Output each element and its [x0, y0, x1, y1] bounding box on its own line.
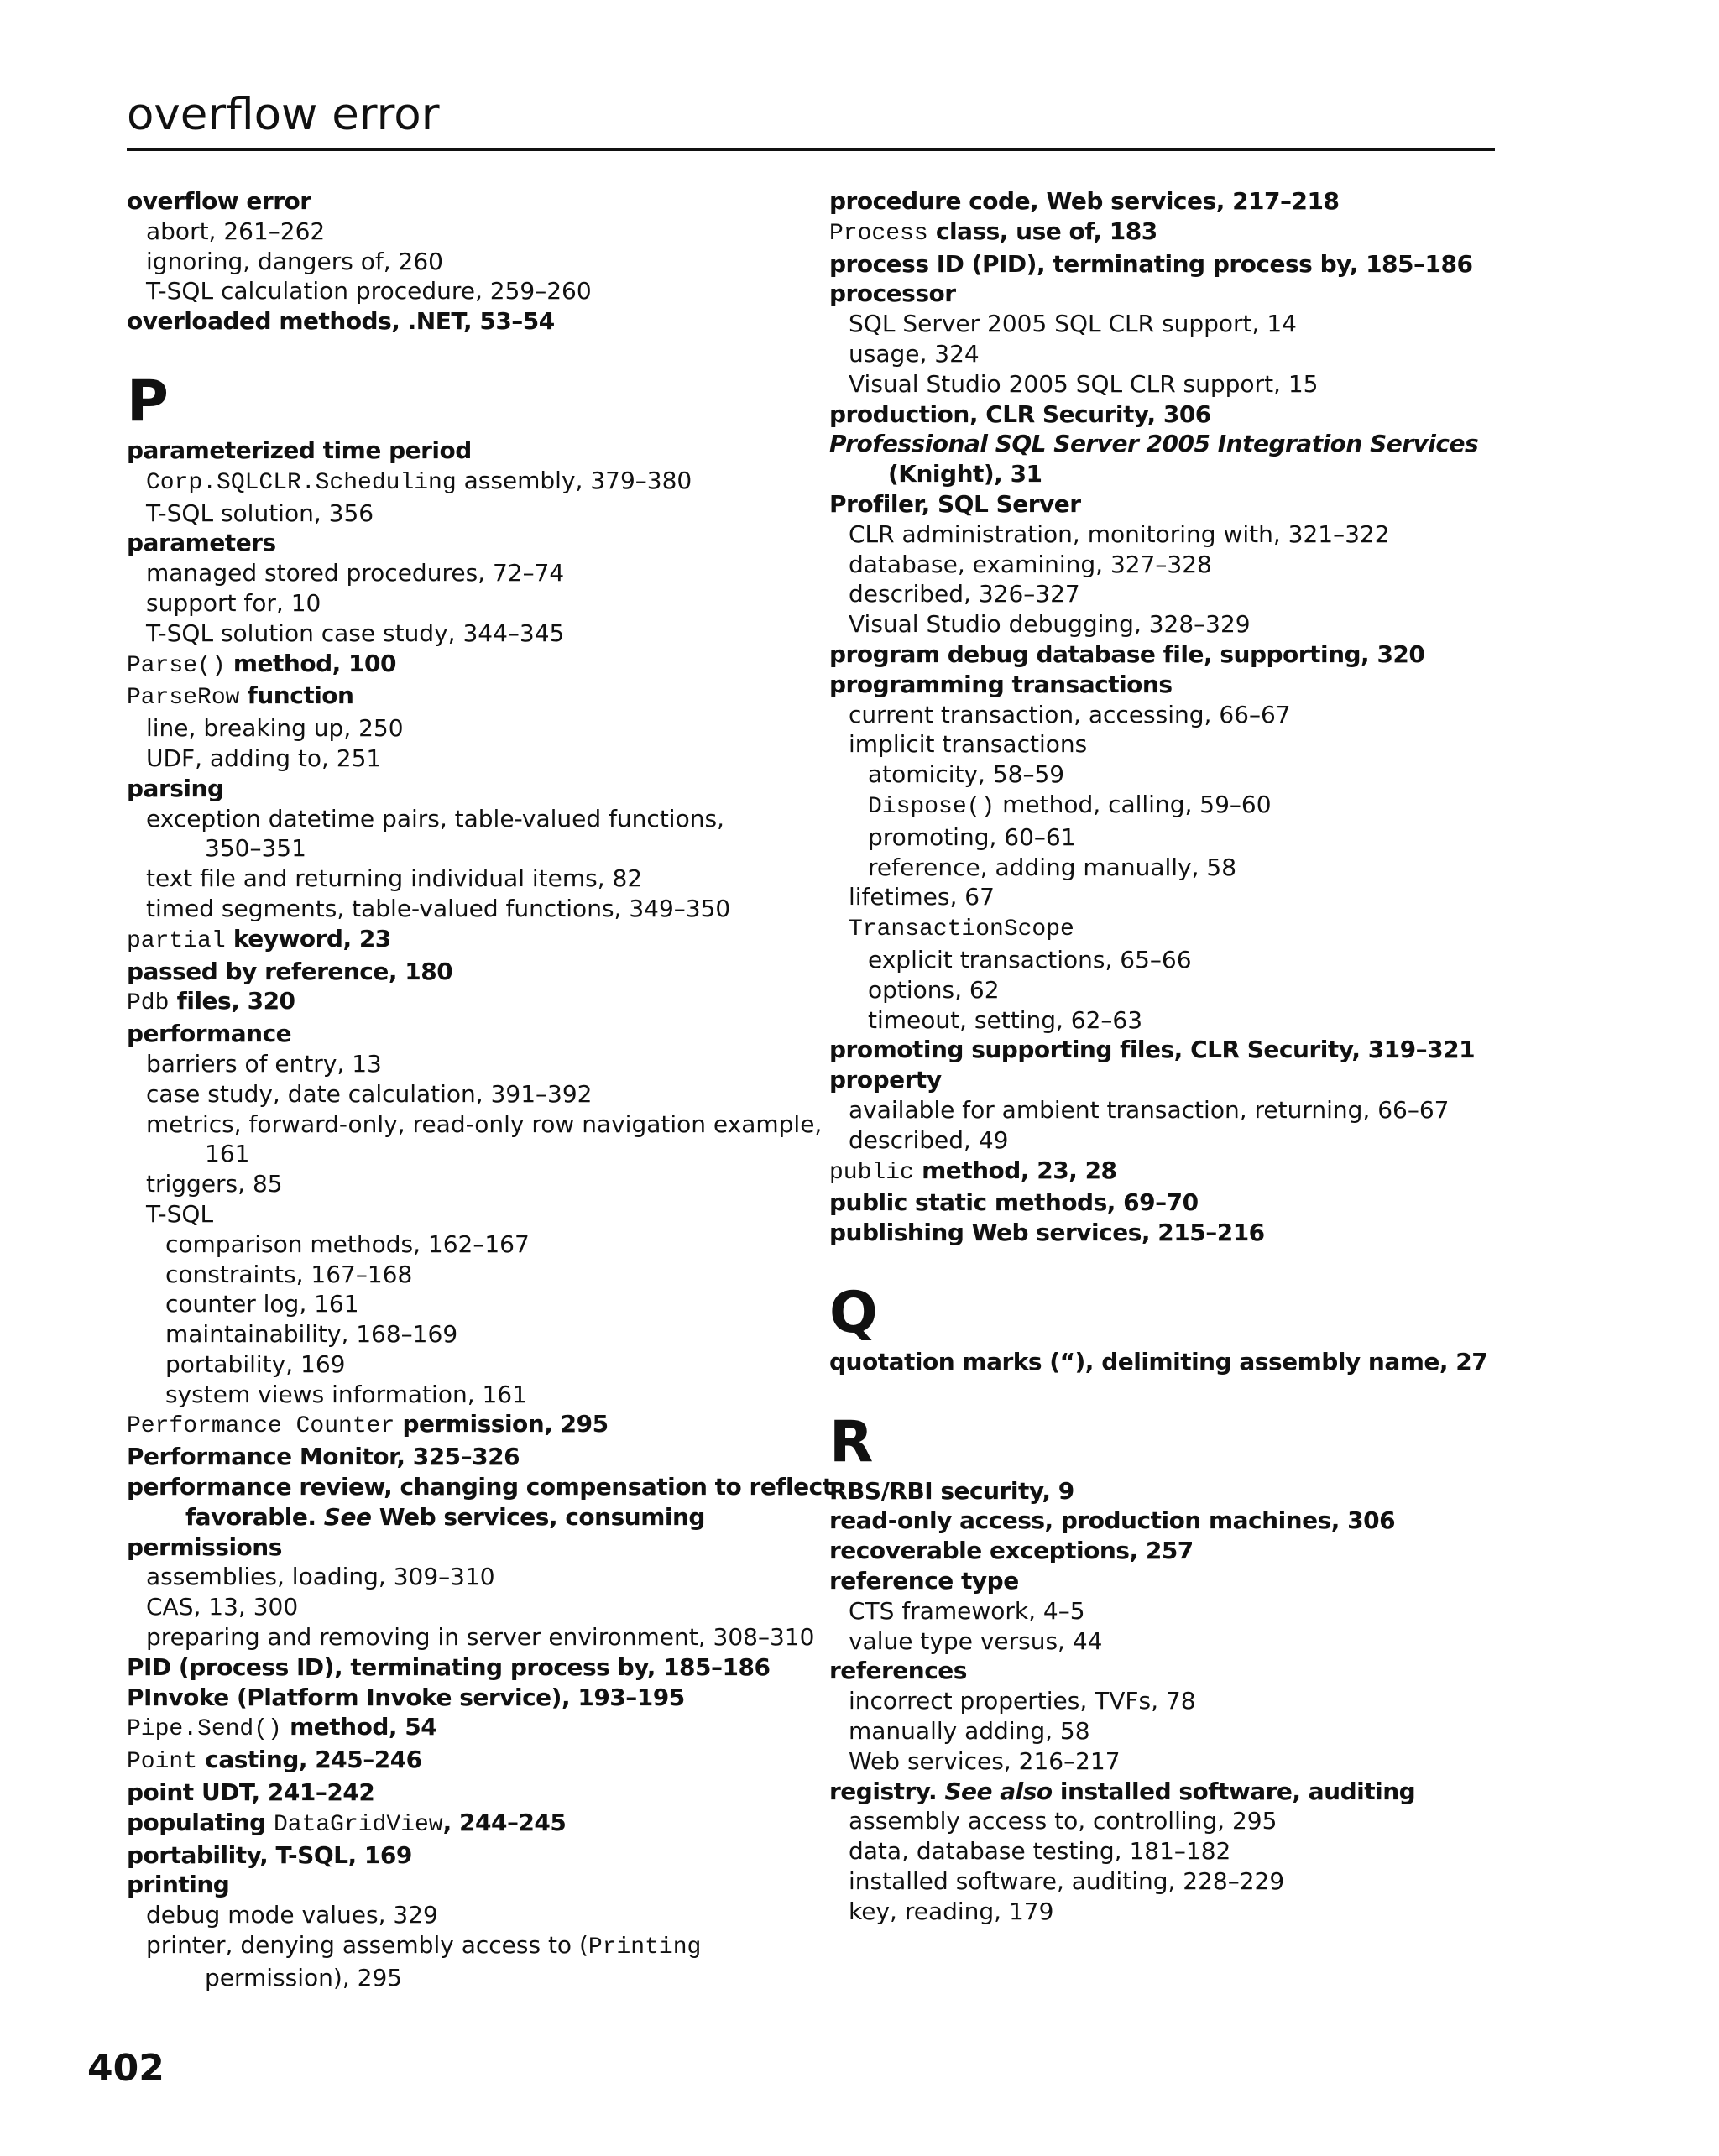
entry-text: procedure code, Web services, 217–218 — [829, 187, 1340, 215]
entry-text: current transaction, accessing, 66–67 — [849, 700, 1291, 728]
entry-text: T-SQL solution case study, 344–345 — [146, 619, 565, 647]
entry-text: process ID (PID), terminating process by, 185–186 — [829, 249, 1473, 278]
section-letter: P — [127, 368, 169, 435]
entry-text: debug mode values, 329 — [146, 1901, 438, 1929]
index-subentry — [127, 1900, 798, 1930]
entry-text: abort, 261–262 — [146, 217, 326, 245]
index-subentry — [127, 619, 798, 649]
index-entry — [829, 1777, 1501, 1807]
index-subentry — [127, 1199, 798, 1229]
index-entry — [127, 528, 798, 558]
index-subentry — [127, 1229, 798, 1260]
index-subentry — [127, 1169, 798, 1199]
index-subentry — [127, 833, 798, 864]
entry-text: program debug database file, supporting, 320 — [829, 639, 1425, 668]
index-column-right — [829, 186, 1501, 1927]
index-subentry — [127, 1930, 798, 1963]
entry-text: CAS, 13, 300 — [146, 1593, 299, 1621]
index-subentry — [829, 339, 1501, 369]
entry-text: support for, 10 — [146, 588, 321, 617]
index-subentry — [829, 519, 1501, 550]
entry-text: parsing — [127, 774, 224, 802]
index-entry — [829, 1156, 1501, 1188]
entry-text: Dispose() — [868, 793, 995, 820]
index-subentry — [127, 247, 798, 277]
index-subentry — [829, 1626, 1501, 1657]
index-entry — [127, 1840, 798, 1871]
entry-text: exception datetime pairs, table-valued functions, — [146, 804, 724, 833]
entry-text: method, calling, 59–60 — [995, 790, 1272, 818]
entry-text: promoting supporting files, CLR Security, 319–321 — [829, 1036, 1476, 1064]
entry-text: text file and returning individual items, 82 — [146, 864, 643, 893]
entry-text: recoverable exceptions, 257 — [829, 1537, 1194, 1565]
index-entry — [829, 1536, 1501, 1566]
index-entry — [829, 1188, 1501, 1218]
entry-text: Process — [829, 220, 928, 247]
entry-text: line, breaking up, 250 — [146, 714, 404, 743]
entry-text: processor — [829, 279, 956, 308]
index-entry — [127, 436, 798, 466]
entry-text: files, 320 — [169, 987, 295, 1015]
index-subentry — [127, 894, 798, 924]
entry-text: passed by reference, 180 — [127, 957, 453, 985]
index-subentry — [127, 804, 798, 834]
index-subentry — [829, 1897, 1501, 1927]
entry-text: counter log, 161 — [165, 1290, 359, 1318]
index-subentry — [829, 1005, 1501, 1036]
entry-text: triggers, 85 — [146, 1170, 283, 1198]
index-subentry — [829, 945, 1501, 975]
index-entry — [127, 1502, 798, 1532]
index-subentry — [829, 609, 1501, 639]
entry-text: Pdb — [127, 990, 170, 1017]
entry-text: explicit transactions, 65–66 — [868, 945, 1192, 974]
entry-text: method, 23, 28 — [913, 1156, 1117, 1184]
index-subentry — [127, 864, 798, 894]
entry-text: permission), 295 — [205, 1963, 403, 1992]
entry-text: incorrect properties, TVFs, 78 — [849, 1687, 1196, 1715]
index-subentry — [829, 309, 1501, 339]
index-subentry — [829, 1746, 1501, 1777]
entry-text: references — [829, 1657, 967, 1685]
entry-text: 161 — [205, 1140, 250, 1168]
index-entry — [829, 217, 1501, 249]
entry-text: DataGridView — [273, 1811, 443, 1838]
entry-text: key, reading, 179 — [849, 1897, 1054, 1925]
entry-text: method, 54 — [281, 1713, 437, 1741]
entry-text: portability, T-SQL, 169 — [127, 1840, 412, 1869]
entry-text: metrics, forward-only, read-only row navigation example, — [146, 1109, 823, 1138]
index-entry — [127, 924, 798, 957]
index-entry — [829, 1566, 1501, 1596]
index-subentry — [127, 499, 798, 529]
entry-text: registry. — [829, 1777, 945, 1805]
entry-text: Pipe.Send() — [127, 1716, 282, 1743]
index-entry — [829, 1035, 1501, 1065]
index-subentry — [127, 713, 798, 744]
index-entry — [127, 1683, 798, 1713]
index-entry — [127, 1409, 798, 1442]
entry-text: described, 49 — [849, 1125, 1009, 1154]
index-entry — [127, 1712, 798, 1745]
entry-text: reference type — [829, 1567, 1019, 1595]
index-subentry — [127, 276, 798, 306]
index-subentry — [829, 1686, 1501, 1716]
index-entry — [829, 1506, 1501, 1536]
index-entry — [127, 1019, 798, 1049]
entry-text: timed segments, table-valued functions, 349–350 — [146, 894, 731, 922]
entry-text: programming transactions — [829, 670, 1173, 698]
entry-text: See — [323, 1502, 372, 1531]
index-subentry — [127, 1622, 815, 1652]
entry-text: favorable. — [185, 1502, 324, 1531]
index-entry — [127, 774, 798, 804]
index-entry — [829, 429, 1501, 459]
entry-text: public — [829, 1159, 914, 1186]
index-subentry — [829, 1836, 1501, 1866]
entry-text: performance — [127, 1020, 292, 1048]
entry-text: system views information, 161 — [165, 1380, 527, 1408]
section-letter: Q — [829, 1279, 878, 1346]
index-entry — [127, 306, 798, 337]
index-subentry — [127, 1289, 798, 1319]
entry-text: property — [829, 1066, 942, 1094]
entry-text: manually adding, 58 — [849, 1717, 1090, 1746]
entry-text: installed software, auditing, 228–229 — [849, 1867, 1285, 1896]
index-entry — [127, 1652, 798, 1683]
section-letter: R — [829, 1408, 874, 1475]
entry-text: T-SQL — [146, 1199, 214, 1228]
entry-text: promoting, 60–61 — [868, 822, 1076, 851]
index-subentry — [829, 1095, 1501, 1125]
entry-text: assembly, 379–380 — [456, 466, 692, 494]
entry-text: database, examining, 327–328 — [849, 550, 1212, 578]
index-subentry — [829, 1866, 1501, 1897]
entry-text: data, database testing, 181–182 — [849, 1837, 1231, 1866]
entry-text: assemblies, loading, 309–310 — [146, 1563, 495, 1591]
entry-text: Profiler, SQL Server — [829, 489, 1081, 518]
index-entry — [127, 681, 798, 713]
entry-text: overloaded methods, .NET, 53–54 — [127, 307, 555, 336]
index-subentry — [127, 217, 798, 247]
index-subentry — [829, 1716, 1501, 1746]
entry-text: portability, 169 — [165, 1349, 346, 1378]
index-subentry — [829, 790, 1501, 822]
entry-text: preparing and removing in server environment, 308–310 — [146, 1623, 815, 1652]
index-subentry — [127, 1349, 798, 1380]
entry-text: available for ambient transaction, returning, 66–67 — [849, 1095, 1450, 1124]
index-subentry — [829, 700, 1501, 730]
entry-text: installed software, auditing — [1052, 1777, 1416, 1805]
index-entry — [829, 489, 1501, 519]
running-header-title: overflow error — [127, 89, 440, 140]
index-entry — [829, 186, 1501, 217]
entry-text: Performance Counter — [127, 1413, 395, 1440]
page-number: 402 — [87, 2047, 165, 2090]
entry-text: 350–351 — [205, 834, 306, 863]
entry-text: populating — [127, 1808, 274, 1836]
entry-text: Parse() — [127, 652, 226, 679]
entry-text: implicit transactions — [849, 730, 1088, 759]
entry-text: Corp.SQLCLR.Scheduling — [146, 469, 457, 496]
entry-text: CTS framework, 4–5 — [849, 1596, 1085, 1625]
entry-text: parameterized time period — [127, 436, 472, 464]
index-subentry — [829, 975, 1501, 1005]
index-entry — [127, 1532, 798, 1563]
index-entry — [829, 1476, 1501, 1506]
entry-text: T-SQL solution, 356 — [146, 499, 374, 527]
entry-text: PID (process ID), terminating process by, 185–186 — [127, 1652, 771, 1681]
index-subentry — [127, 1049, 798, 1079]
index-subentry — [829, 550, 1501, 580]
entry-text: lifetimes, 67 — [849, 883, 995, 911]
index-entry — [829, 1218, 1501, 1248]
index-subentry — [829, 912, 1501, 945]
index-subentry — [829, 760, 1501, 790]
entry-text: performance review, changing compensation to reflect — [127, 1473, 833, 1501]
entry-text: constraints, 167–168 — [165, 1260, 413, 1288]
entry-text: permission, 295 — [394, 1410, 609, 1438]
index-entry — [829, 639, 1501, 670]
index-subentry — [127, 744, 798, 774]
entry-text: CLR administration, monitoring with, 321–322 — [849, 519, 1390, 548]
index-subentry — [829, 1806, 1501, 1836]
index-entry — [829, 1347, 1501, 1377]
index-subentry — [127, 1963, 798, 1993]
entry-text: ParseRow — [127, 685, 240, 712]
entry-text: function — [239, 681, 354, 710]
entry-text: printing — [127, 1871, 230, 1899]
entry-text: ignoring, dangers of, 260 — [146, 247, 443, 275]
index-column-left — [127, 186, 833, 1993]
index-entry — [829, 249, 1501, 279]
index-entry — [127, 986, 798, 1019]
index-entry — [127, 649, 798, 681]
entry-text: maintainability, 168–169 — [165, 1320, 458, 1349]
index-entry — [127, 1442, 798, 1472]
entry-text: overflow error — [127, 187, 311, 215]
running-header — [127, 86, 1495, 151]
index-entry — [127, 1778, 798, 1808]
entry-text: Professional SQL Server 2005 Integration Services — [829, 430, 1479, 458]
entry-text: point UDT, 241–242 — [127, 1778, 375, 1807]
index-entry — [829, 670, 1501, 700]
entry-text: barriers of entry, 13 — [146, 1049, 382, 1078]
index-subentry — [829, 369, 1501, 399]
entry-text: atomicity, 58–59 — [868, 760, 1065, 789]
entry-text: Point — [127, 1749, 198, 1776]
entry-text: RBS/RBI security, 9 — [829, 1476, 1074, 1505]
index-subentry — [127, 466, 798, 499]
entry-text: Visual Studio 2005 SQL CLR support, 15 — [849, 369, 1319, 398]
entry-text: options, 62 — [868, 975, 1000, 1004]
index-subentry — [127, 1139, 798, 1169]
entry-text: reference, adding manually, 58 — [868, 853, 1237, 881]
entry-text: read-only access, production machines, 306 — [829, 1506, 1396, 1535]
index-subentry — [829, 579, 1501, 609]
entry-text: Performance Monitor, 325–326 — [127, 1443, 520, 1471]
entry-text: Web services, 216–217 — [849, 1746, 1121, 1775]
entry-text: , 244–245 — [442, 1808, 567, 1836]
index-entry — [829, 1656, 1501, 1686]
index-subentry — [127, 558, 798, 588]
index-subentry — [829, 729, 1501, 760]
entry-text: described, 326–327 — [849, 580, 1080, 608]
entry-text: class, use of, 183 — [927, 217, 1157, 245]
index-subentry — [127, 1562, 798, 1592]
index-entry — [127, 186, 798, 217]
entry-text: usage, 324 — [849, 339, 980, 368]
index-entry — [127, 1808, 798, 1840]
entry-text: production, CLR Security, 306 — [829, 399, 1211, 428]
entry-text: timeout, setting, 62–63 — [868, 1005, 1143, 1034]
index-subentry — [127, 588, 798, 619]
index-entry — [829, 1065, 1501, 1095]
entry-text: keyword, 23 — [225, 924, 391, 953]
index-subentry — [829, 822, 1501, 853]
index-subentry — [829, 1596, 1501, 1626]
index-subentry — [829, 1125, 1501, 1156]
entry-text: TransactionScope — [849, 916, 1074, 943]
entry-text: Printing — [588, 1934, 702, 1961]
index-subentry — [127, 1380, 798, 1410]
index-subentry — [829, 882, 1501, 912]
index-entry — [127, 1472, 833, 1502]
entry-text: method, 100 — [225, 649, 396, 677]
index-subentry — [127, 1079, 798, 1109]
entry-text: comparison methods, 162–167 — [165, 1229, 530, 1258]
entry-text: value type versus, 44 — [849, 1626, 1103, 1655]
index-subentry — [127, 1109, 823, 1140]
entry-text: Visual Studio debugging, 328–329 — [849, 610, 1251, 639]
entry-text: permissions — [127, 1532, 282, 1561]
entry-text: Web services, consuming — [371, 1502, 705, 1531]
entry-text: assembly access to, controlling, 295 — [849, 1807, 1277, 1835]
entry-text: case study, date calculation, 391–392 — [146, 1079, 593, 1108]
entry-text: quotation marks (“), delimiting assembly name, 27 — [829, 1347, 1488, 1376]
index-entry — [127, 957, 798, 987]
entry-text: printer, denying assembly access to ( — [146, 1931, 588, 1960]
entry-text: UDF, adding to, 251 — [146, 744, 382, 772]
entry-text: partial — [127, 927, 226, 954]
index-subentry — [127, 1592, 798, 1622]
entry-text: T-SQL calculation procedure, 259–260 — [146, 277, 592, 305]
index-entry — [829, 399, 1501, 430]
index-subentry — [127, 1260, 798, 1290]
entry-text: public static methods, 69–70 — [829, 1188, 1199, 1217]
entry-text: publishing Web services, 215–216 — [829, 1219, 1265, 1247]
entry-text: SQL Server 2005 SQL CLR support, 14 — [849, 310, 1297, 338]
index-entry — [127, 1745, 798, 1778]
index-subentry — [127, 1319, 798, 1349]
entry-text: casting, 245–246 — [197, 1746, 422, 1774]
entry-text: parameters — [127, 529, 276, 557]
index-subentry — [829, 853, 1501, 883]
index-entry — [127, 1870, 798, 1900]
index-entry — [829, 279, 1501, 309]
entry-text: (Knight), 31 — [888, 460, 1042, 488]
entry-text: PInvoke (Platform Invoke service), 193–195 — [127, 1683, 685, 1711]
index-entry — [829, 459, 1501, 489]
entry-text: managed stored procedures, 72–74 — [146, 559, 565, 587]
entry-text: See also — [944, 1777, 1053, 1805]
